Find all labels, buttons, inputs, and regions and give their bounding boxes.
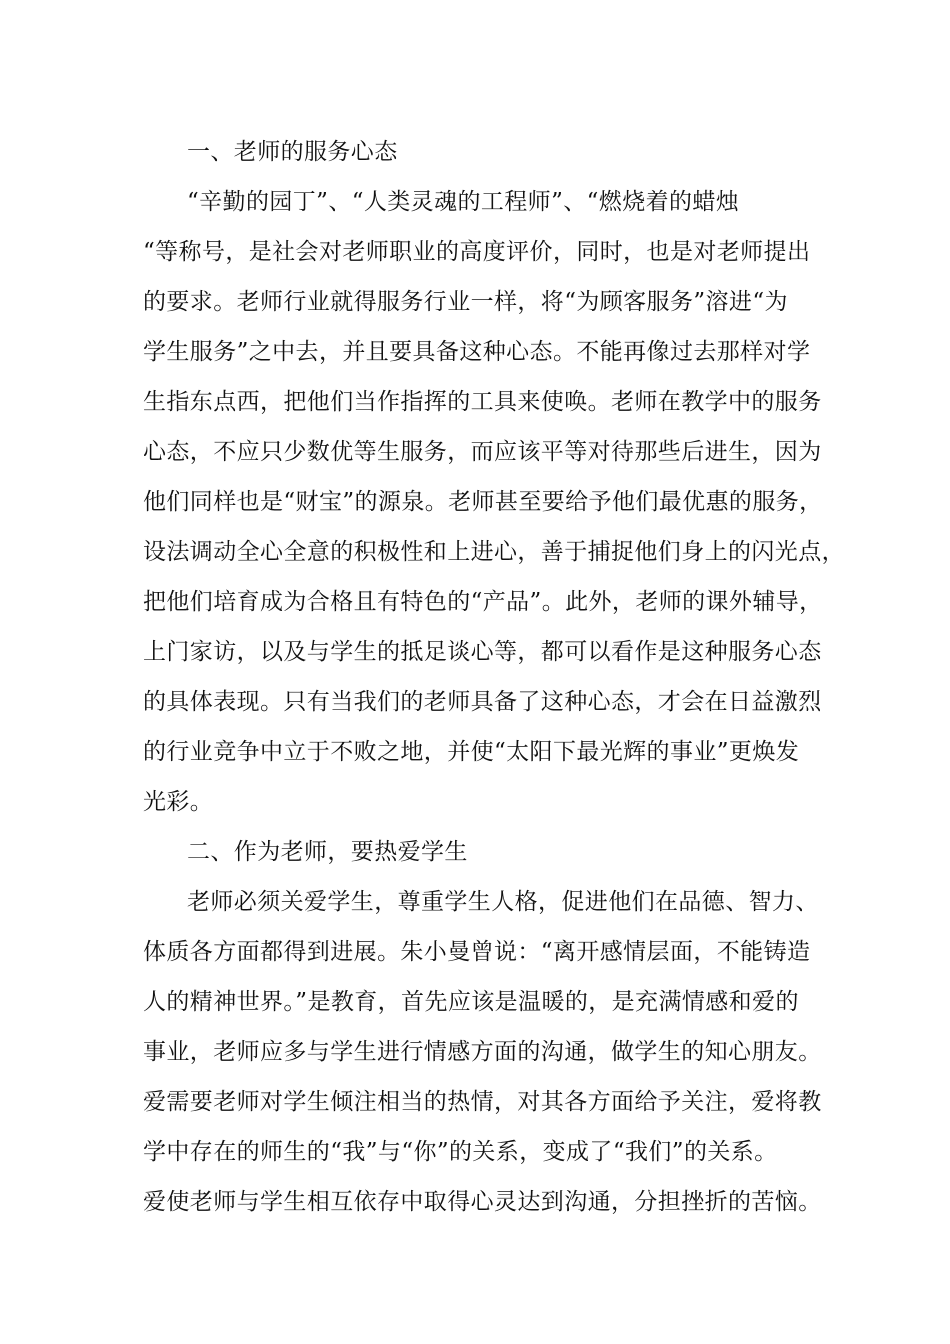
section1-line-7: 他们同样也是“财宝”的源泉。老师甚至要给予他们最优惠的服务， [143, 489, 823, 515]
section2-line-5: 爱需要老师对学生倾注相当的热情，对其各方面给予关注，爱将教 [143, 1089, 822, 1115]
section1-line-4: 学生服务”之中去，并且要具备这种心态。不能再像过去那样对学 [143, 339, 811, 365]
section2-line-1: 老师必须关爱学生，尊重学生人格，促进他们在品德、智力、 [187, 889, 819, 915]
section1-line-1: “辛勤的园丁”、“人类灵魂的工程师”、“燃烧着的蜡烛 [187, 189, 740, 215]
section1-heading: 一、老师的服务心态 [187, 139, 398, 165]
section1-line-13: 光彩。 [143, 789, 214, 815]
section1-line-2: “等称号，是社会对老师职业的高度评价，同时，也是对老师提出 [143, 239, 811, 265]
section1-line-12: 的行业竞争中立于不败之地，并使“太阳下最光辉的事业”更焕发 [143, 739, 800, 765]
section2-line-2: 体质各方面都得到进展。朱小曼曾说：“离开感情层面，不能铸造 [143, 939, 811, 965]
section1-line-10: 上门家访，以及与学生的抵足谈心等，都可以看作是这种服务心态 [143, 639, 822, 665]
section2-line-7: 爱使老师与学生相互依存中取得心灵达到沟通，分担挫折的苦恼。 [143, 1189, 822, 1215]
section2-line-4: 事业，老师应多与学生进行情感方面的沟通，做学生的知心朋友。 [143, 1039, 822, 1065]
section1-line-6: 心态，不应只少数优等生服务，而应该平等对待那些后进生，因为 [143, 439, 822, 465]
section2-heading: 二、作为老师，要热爱学生 [187, 839, 468, 865]
section2-line-3: 人的精神世界。”是教育，首先应该是温暖的，是充满情感和爱的 [143, 989, 799, 1015]
section1-line-8: 设法调动全心全意的积极性和上进心，善于捕捉他们身上的闪光点， [143, 539, 845, 565]
section1-line-5: 生指东点西，把他们当作指挥的工具来使唤。老师在教学中的服务 [143, 389, 822, 415]
section2-line-6: 学中存在的师生的“我”与“你”的关系，变成了“我们”的关系。 [143, 1139, 778, 1165]
section1-line-11: 的具体表现。只有当我们的老师具备了这种心态，才会在日益激烈 [143, 689, 822, 715]
section1-line-9: 把他们培育成为合格且有特色的“产品”。此外，老师的课外辅导， [143, 589, 823, 615]
section1-line-3: 的要求。老师行业就得服务行业一样，将“为顾客服务”溶进“为 [143, 289, 788, 315]
